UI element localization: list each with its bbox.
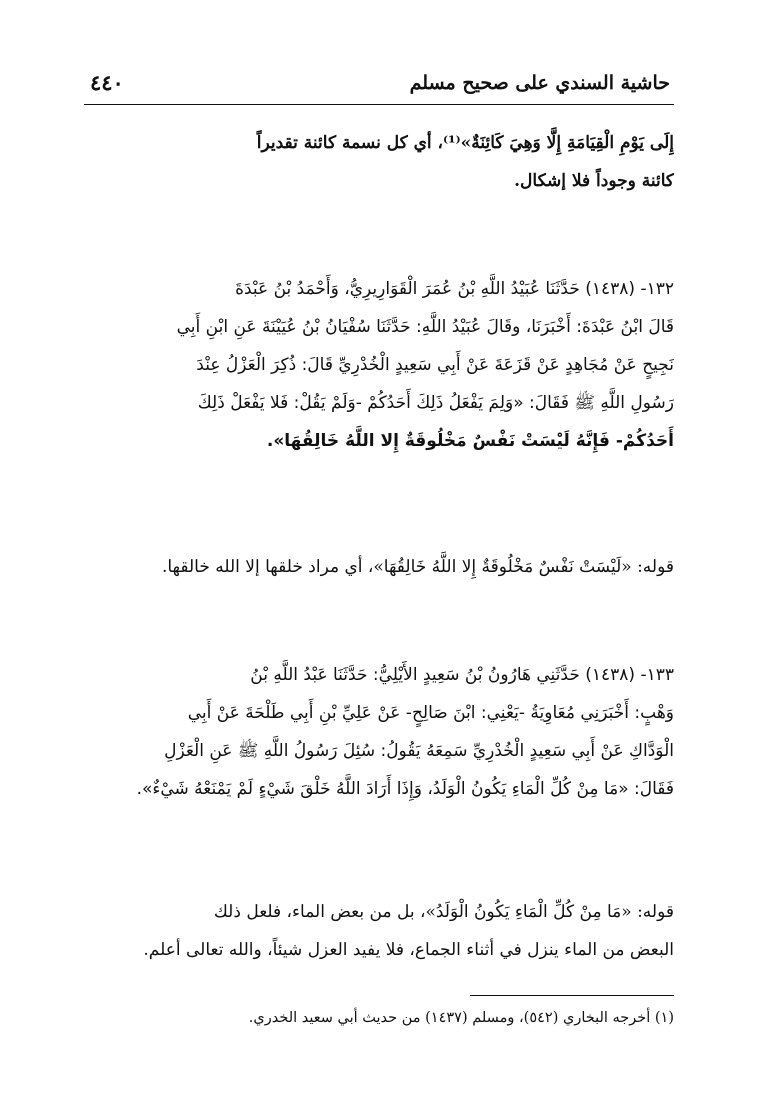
commentary-block	[84, 548, 674, 586]
text-line: فَقَالَ: «مَا مِنْ كُلِّ الْمَاءِ يَكُونُ الْوَلَدُ، وَإِذَا أَرَادَ اللَّهُ خَلْقَ شَيْءٍ لَمْ يَمْنَعْهُ شَيْءٌ».	[136, 779, 674, 799]
page-number: ٤٤٠	[90, 70, 124, 95]
running-header	[84, 64, 674, 105]
text-line: ١٣٢- (١٤٣٨) حَدَّثَنَا عُبَيْدُ اللَّهِ بْنُ عُمَرَ الْقَوَارِيرِيُّ، وَأَحْمَدُ بْنُ عَبْدَةَ	[235, 279, 674, 299]
commentary-block	[84, 124, 674, 200]
text-line: كائنة وجوداً فلا إشكال.	[514, 171, 674, 191]
text-line: رَسُولِ اللَّهِ ﷺ فَقَالَ: «وَلِمَ يَفْعَلُ ذَلِكَ أَحَدُكُمْ -وَلَمْ يَقُلْ: فَلا يَفْعَلْ ذَلِكَ	[197, 393, 674, 413]
footnote-divider	[470, 995, 674, 996]
hadith-block	[84, 656, 674, 808]
text-line: إِلَى يَوْمِ الْقِيَامَةِ إِلَّا وَهِيَ كَائِنَةٌ»⁽¹⁾، أي كل نسمة كائنة تقديراً	[256, 133, 674, 153]
text-line: نَجِيحٍ عَنْ مُجَاهِدٍ عَنْ قَزَعَةَ عَنْ أَبِي سَعِيدٍ الْخُدْرِيِّ قَالَ: ذُكِرَ الْعَزْلُ عِنْدَ	[196, 355, 674, 375]
hadith-block	[84, 270, 674, 460]
text-line: ١٣٣- (١٤٣٨) حَدَّثَنِي هَارُونُ بْنُ سَعِيدٍ الأَيْلِيُّ: حَدَّثَنَا عَبْدُ اللَّهِ بْنُ	[250, 665, 674, 685]
text-line: البعض من الماء ينزل في أثناء الجماع، فلا يفيد العزل شيئاً، والله تعالى أعلم.	[143, 940, 674, 960]
text-line: أَحَدُكُمْ- فَإِنَّهُ لَيْسَتْ نَفْسٌ مَخْلُوقَةٌ إِلا اللَّهُ خَالِقُهَا».	[266, 431, 674, 451]
text-line: قَالَ ابْنُ عَبْدَةَ: أَخْبَرَنَا، وقَالَ عُبَيْدُ اللَّهِ: حَدَّثَنَا سُفْيَانُ بْنُ عُيَيْنَةَ عَنِ ابْنِ أَبِي	[176, 317, 674, 337]
text-line: وَهْبٍ: أَخْبَرَنِي مُعَاوِيَةُ -يَعْنِي: ابْنَ صَالِحٍ- عَنْ عَلِيِّ بْنِ أَبِي طَلْحَةَ عَنْ أَبِي	[187, 703, 674, 723]
book-title: حاشية السندي على صحيح مسلم	[409, 72, 670, 94]
commentary-block	[84, 893, 674, 969]
text-line: قوله: «مَا مِنْ كُلِّ الْمَاءِ يَكُونُ الْوَلَدُ»، بل من بعض الماء، فلعل ذلك	[213, 902, 674, 922]
footnote: (١) أخرجه البخاري (٥٤٢)، ومسلم (١٤٣٧) من حديث أبي سعيد الخدري.	[248, 1010, 674, 1026]
text-line: قوله: «لَيْسَتْ نَفْسٌ مَخْلُوقَةٌ إِلا اللَّهُ خَالِقُهَا»، أي مراد خلقها إلا الله خالقها.	[161, 557, 674, 577]
text-line: الْوَدَّاكِ عَنْ أَبِي سَعِيدٍ الْخُدْرِيِّ سَمِعَهُ يَقُولُ: سُئِلَ رَسُولُ اللَّهِ ﷺ عَنِ الْعَزْلِ	[164, 741, 674, 761]
